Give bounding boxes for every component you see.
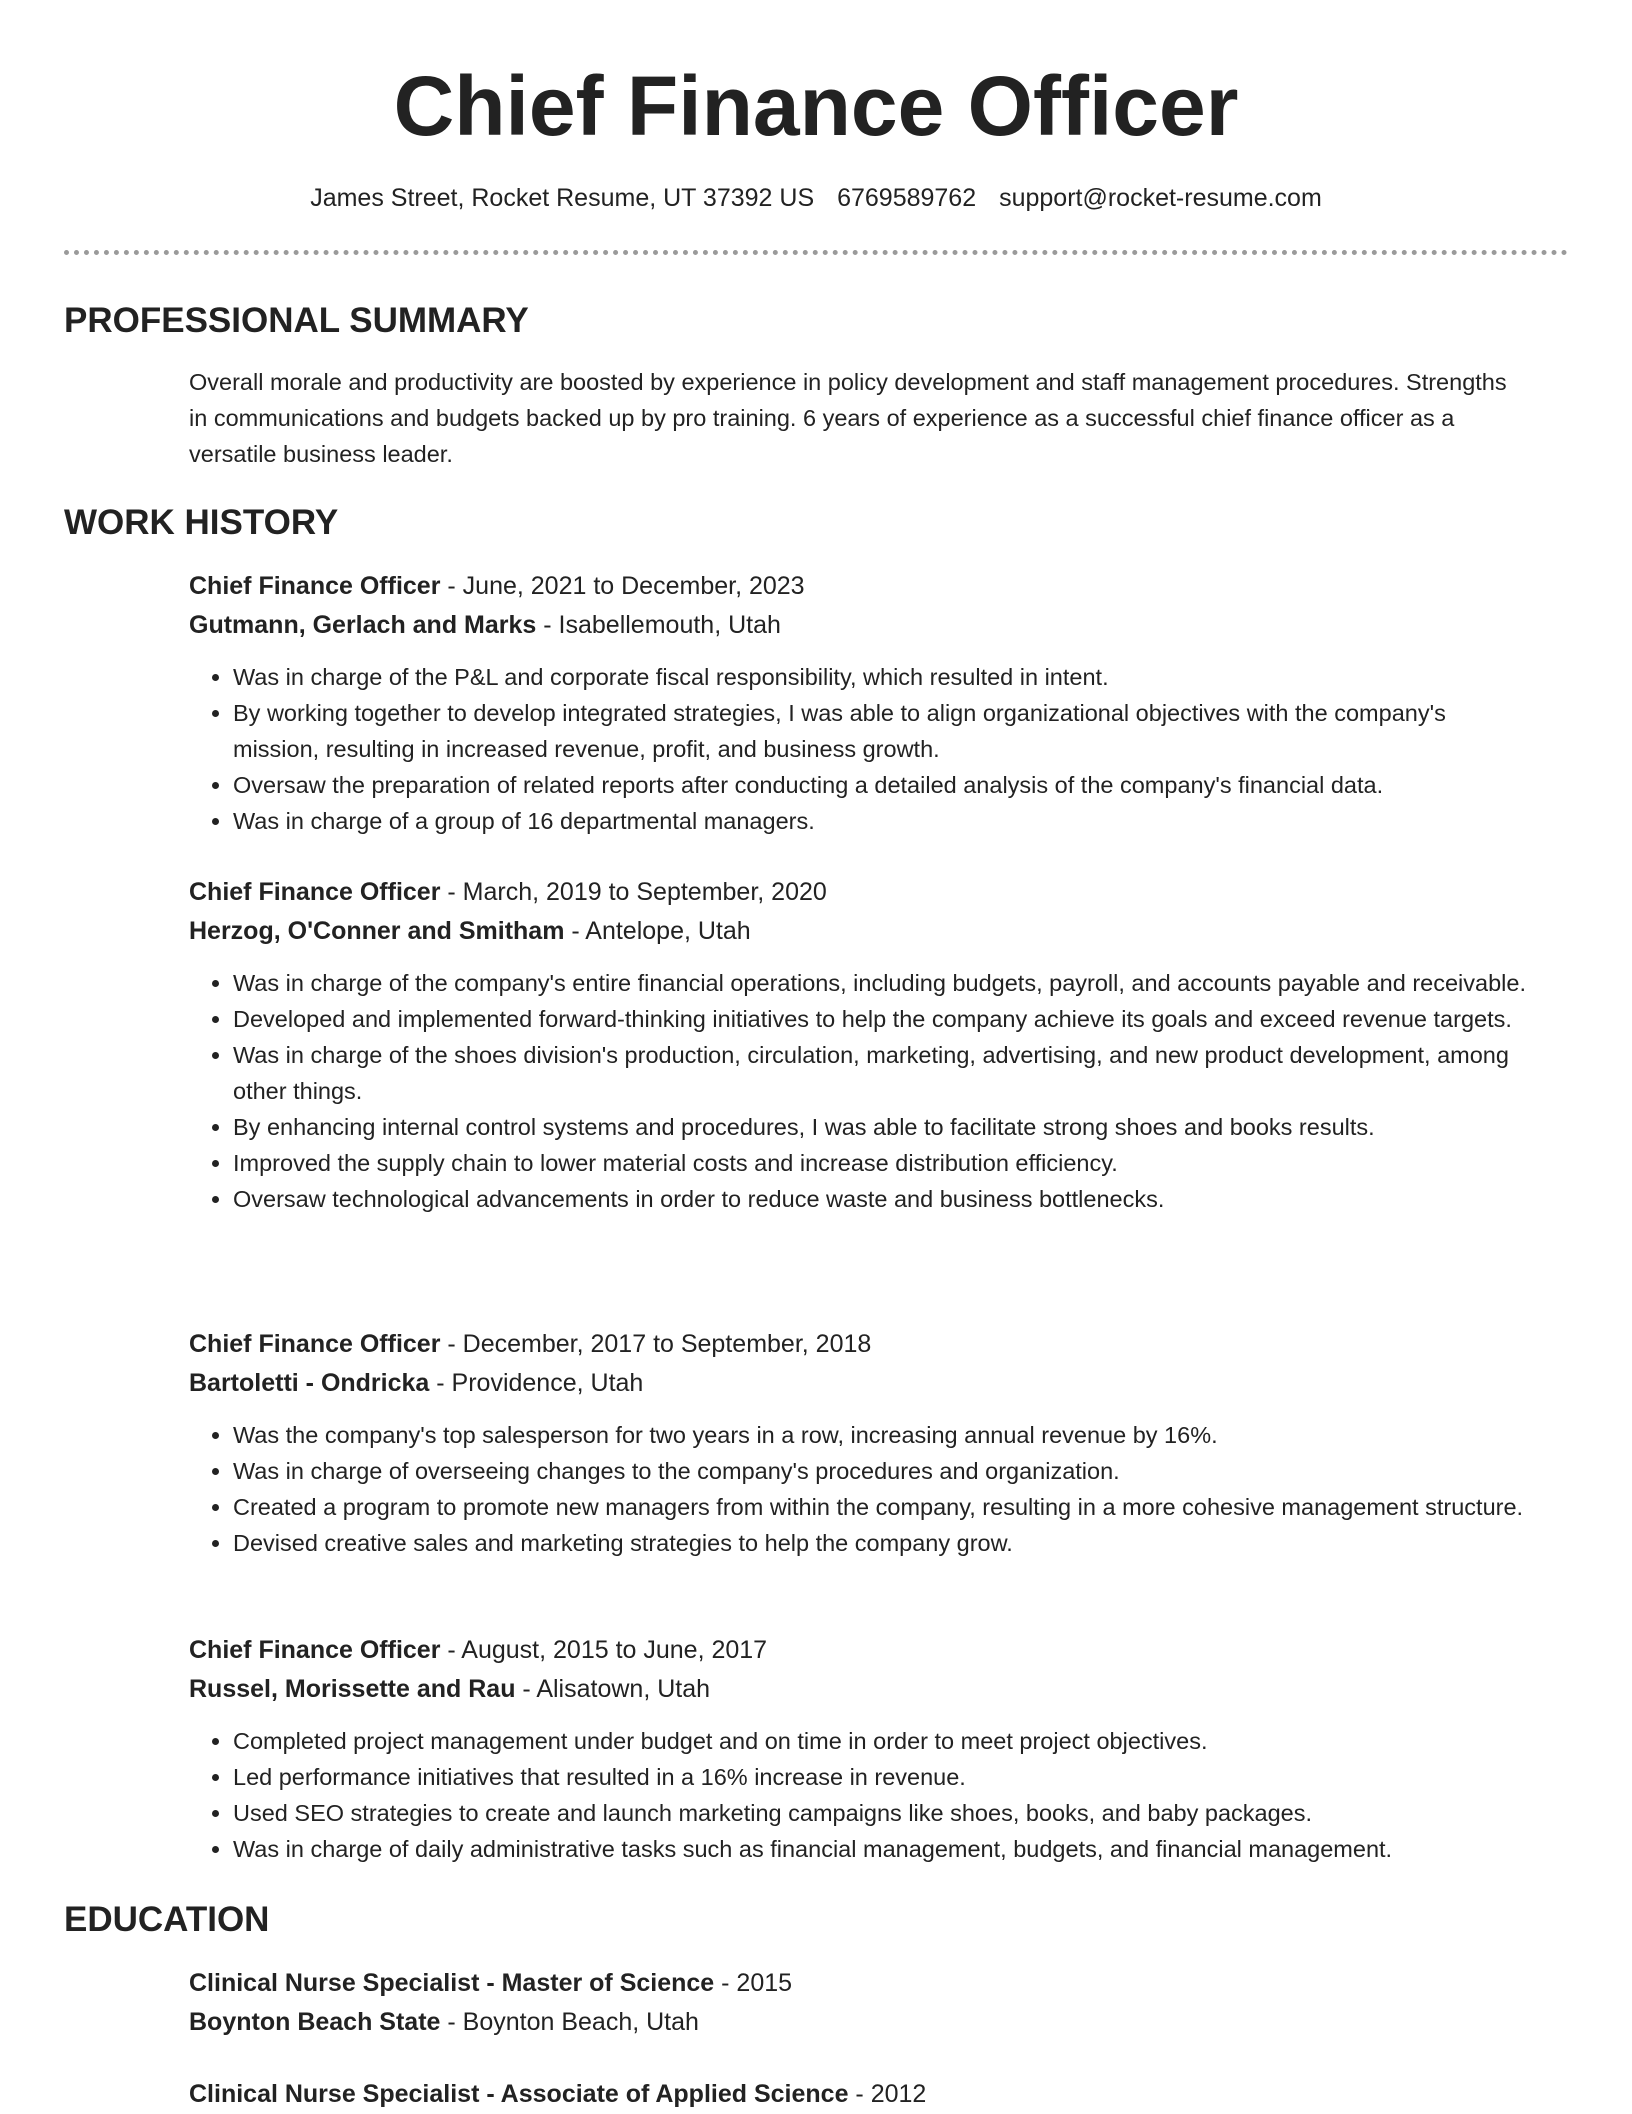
job-location: - Isabellemouth, Utah [536, 611, 781, 639]
resume-name: Chief Finance Officer [393, 59, 1239, 153]
job-bullet: • Devised creative sales and marketing strategies to help the company grow. [233, 1525, 1529, 1561]
job-bullet: • By working together to develop integrated strategies, I was able to align organizational objectives with the company's mission, resulting in increased revenue, profit, and business growth. [233, 695, 1529, 767]
education-location: - Boynton Beach, Utah [440, 2008, 699, 2036]
job-bullet: • By enhancing internal control systems and procedures, I was able to facilitate strong shoes and books results. [233, 1109, 1529, 1145]
job-dates: - June, 2021 to December, 2023 [440, 572, 805, 600]
job-company-line [189, 606, 1529, 645]
job-bullets [189, 965, 1529, 1217]
education-school: Boynton Beach State [189, 2008, 441, 2036]
job-bullet: • Developed and implemented forward-thinking initiatives to help the company achieve its goals and exceed revenue targets. [233, 1001, 1529, 1037]
job-company: Herzog, O'Conner and Smitham [189, 917, 565, 945]
job-bullet: • Was the company's top salesperson for two years in a row, increasing annual revenue by 16%. [233, 1417, 1529, 1453]
job-title-line [189, 1325, 1529, 1364]
job-company: Russel, Morissette and Rau [189, 1675, 516, 1703]
education-title: EDUCATION [64, 1900, 270, 1939]
job-bullet: • Was in charge of the company's entire financial operations, including budgets, payroll, and accounts payable and receivable. [233, 965, 1529, 1001]
job-bullet: • Led performance initiatives that resulted in a 16% increase in revenue. [233, 1759, 1529, 1795]
job-bullet: • Was in charge of overseeing changes to the company's procedures and organization. [233, 1453, 1529, 1489]
education-year: - 2012 [848, 2080, 927, 2108]
job-bullet: • Was in charge of daily administrative tasks such as financial management, budgets, and financial management. [233, 1831, 1529, 1867]
job-entry [189, 1325, 1529, 1561]
job-dates: - December, 2017 to September, 2018 [440, 1330, 872, 1358]
job-bullet: • Oversaw the preparation of related reports after conducting a detailed analysis of the company's financial data. [233, 767, 1529, 803]
job-entry [189, 1631, 1529, 1867]
job-company-line [189, 912, 1529, 951]
education-year: - 2015 [714, 1969, 793, 1997]
job-role: Chief Finance Officer [189, 1330, 441, 1358]
job-company: Gutmann, Gerlach and Marks [189, 611, 537, 639]
contact-phone: 6769589762 [837, 184, 977, 212]
job-bullet: • Improved the supply chain to lower material costs and increase distribution efficiency. [233, 1145, 1529, 1181]
education-degree-line [189, 2075, 1529, 2114]
summary-title: PROFESSIONAL SUMMARY [64, 301, 529, 340]
job-title-line [189, 1631, 1529, 1670]
summary-text: Overall morale and productivity are boosted by experience in policy development and staff management procedures. Strengths in communications and budgets backed up by pro training. 6 years of experience as a successful chief finance officer as a versatile business leader. [189, 369, 1507, 467]
job-company-line [189, 1670, 1529, 1709]
job-location: - Providence, Utah [429, 1369, 644, 1397]
job-company: Bartoletti - Ondricka [189, 1369, 430, 1397]
job-role: Chief Finance Officer [189, 1636, 441, 1664]
education-degree-line [189, 1964, 1529, 2003]
education-school-line [189, 2003, 1529, 2042]
contact-line [0, 180, 1632, 216]
job-bullets [189, 1723, 1529, 1867]
job-bullet: • Oversaw technological advancements in order to reduce waste and business bottlenecks. [233, 1181, 1529, 1217]
education-entry [189, 1964, 1529, 2042]
contact-address: James Street, Rocket Resume, UT 37392 US [310, 184, 815, 212]
job-location: - Antelope, Utah [564, 917, 751, 945]
header-divider [64, 250, 1568, 255]
job-title-line [189, 873, 1529, 912]
job-title-line [189, 567, 1529, 606]
job-bullets [189, 1417, 1529, 1561]
job-role: Chief Finance Officer [189, 572, 441, 600]
job-location: - Alisatown, Utah [515, 1675, 711, 1703]
job-dates: - March, 2019 to September, 2020 [440, 878, 827, 906]
job-role: Chief Finance Officer [189, 878, 441, 906]
job-bullet: • Was in charge of the P&L and corporate fiscal responsibility, which resulted in intent. [233, 659, 1529, 695]
education-degree: Clinical Nurse Specialist - Associate of Applied Science [189, 2080, 849, 2108]
contact-email: support@rocket-resume.com [999, 184, 1322, 212]
job-bullets [189, 659, 1529, 839]
job-bullet: • Completed project management under budget and on time in order to meet project objectives. [233, 1723, 1529, 1759]
education-entry [189, 2075, 1529, 2114]
job-bullet: • Was in charge of a group of 16 departmental managers. [233, 803, 1529, 839]
job-company-line [189, 1364, 1529, 1403]
summary-block [189, 364, 1529, 472]
job-entry [189, 567, 1529, 839]
job-bullet: • Used SEO strategies to create and launch marketing campaigns like shoes, books, and baby packages. [233, 1795, 1529, 1831]
job-dates: - August, 2015 to June, 2017 [440, 1636, 768, 1664]
education-degree: Clinical Nurse Specialist - Master of Science [189, 1969, 715, 1997]
job-bullet: • Was in charge of the shoes division's production, circulation, marketing, advertising, and new product development, among other things. [233, 1037, 1529, 1109]
job-bullet: • Created a program to promote new managers from within the company, resulting in a more cohesive management structure. [233, 1489, 1529, 1525]
job-entry [189, 873, 1529, 1217]
work-history-title: WORK HISTORY [64, 503, 339, 542]
